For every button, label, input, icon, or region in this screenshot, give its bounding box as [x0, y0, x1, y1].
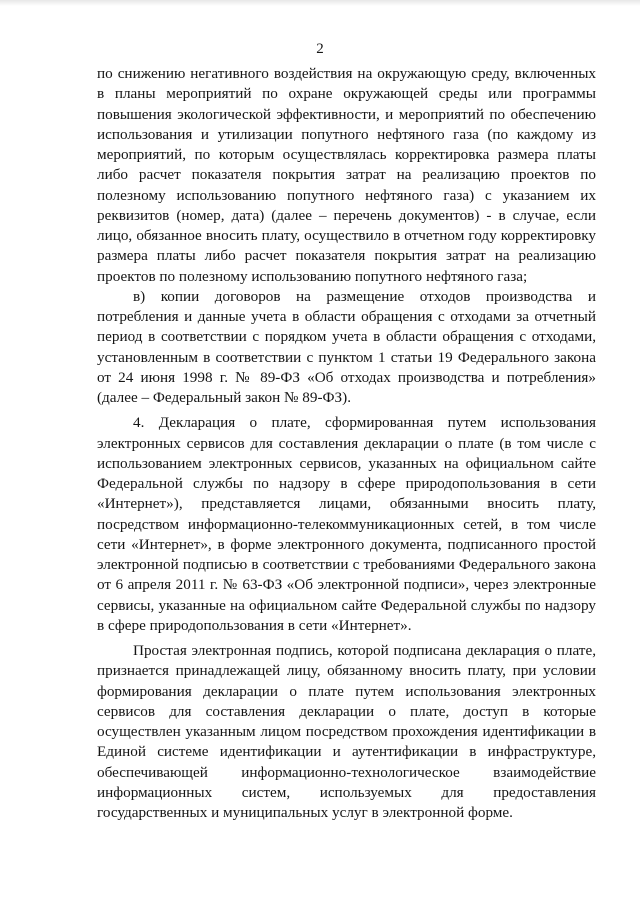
paragraph-clause-4: 4. Декларация о плате, сформированная путем использования электронных сервисов для составления декларации о плате (в том числе с использованием электронных сервисов, указанных на официальном сайте Федеральной службы по надзору в сфере природопользования в сети «Интернет»), представляется лицами, обязанными вносить плату, посредством информационно-телекоммуникационных сетей, в том числе сети «Интернет», в форме электронного документа, подписанного простой электронной подписью в соответствии с требованиями Федерального закона от 6 апреля 2011 г. № 63-ФЗ «Об электронной подписи», через электронные сервисы, указанные на официальном сайте Федеральной службы по надзору в сфере природопользования в сети «Интернет». [97, 414, 596, 634]
scan-top-edge [0, 0, 640, 6]
paragraph-item-v: в) копии договоров на размещение отходов производства и потребления и данные учета в области обращения с отходами за отчетный период в соответствии с порядком учета в области обращения с отходами, установленным в соответствии с пунктом 1 статьи 19 Федерального закона от 24 июня 1998 г. № 89-ФЗ «Об отходах производства и потребления» (далее – Федеральный закон № 89-ФЗ). [97, 287, 596, 406]
document-body [97, 64, 596, 823]
page-number: 2 [316, 41, 324, 57]
paragraph-continuation: по снижению негативного воздействия на окружающую среду, включенных в планы мероприятий по охране окружающей среды или программы повышения экологической эффективности, и мероприятий по обеспечению использования и утилизации попутного нефтяного газа (по каждому из мероприятий, по которым осуществлялась корректировка размера платы либо расчет показателя покрытия затрат на реализацию проектов по полезному использованию попутного нефтяного газа) с указанием их реквизитов (номер, дата) (далее – перечень документов) - в случае, если лицо, обязанное вносить плату, осуществило в отчетном году корректировку размера платы либо расчет показателя покрытия затрат на реализацию проектов по полезному использованию попутного нефтяного газа; [97, 65, 596, 285]
paragraph-simple-signature: Простая электронная подпись, которой подписана декларация о плате, признается принадлежащей лицу, обязанному вносить плату, при условии формирования декларации о плате путем использования электронных сервисов для составления декларации о плате, доступ в которые осуществлен указанным лицом посредством прохождения идентификации в Единой системе идентификации и аутентификации в инфраструктуре, обеспечивающей информационно-технологическое взаимодействие информационных систем, используемых для предоставления государственных и муниципальных услуг в электронной форме. [97, 642, 596, 821]
